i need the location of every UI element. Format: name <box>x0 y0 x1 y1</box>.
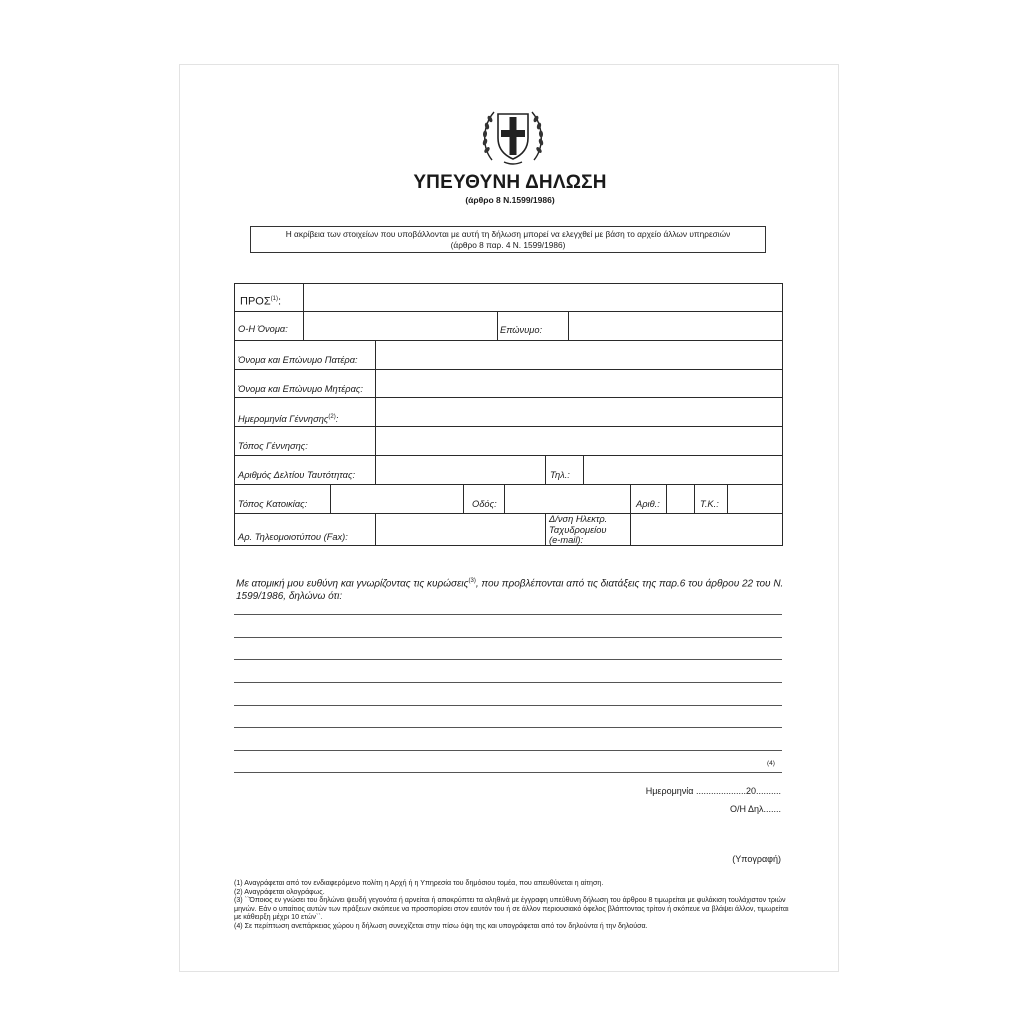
phone-label: Τηλ.: <box>550 470 570 480</box>
signer-field: Ο/Η Δηλ....... <box>729 804 781 814</box>
first-name-label: Ο-Η Όνομα: <box>238 324 288 334</box>
id-number-label: Αριθμός Δελτίου Ταυτότητας: <box>238 470 356 480</box>
birth-place-label: Τόπος Γέννησης: <box>238 441 308 451</box>
mother-name-label: Όνομα και Επώνυμο Μητέρας: <box>238 384 364 394</box>
footnote: (2) Αναγράφεται ολογράφως. <box>234 887 325 896</box>
notice-law-reference: (άρθρο 8 παρ. 4 Ν. 1599/1986) <box>450 239 566 250</box>
street-label: Οδός: <box>472 499 497 509</box>
number-label: Αριθ.: <box>636 499 660 509</box>
signature-caption: (Υπογραφή) <box>732 854 781 864</box>
footnote: (4) Σε περίπτωση ανεπάρκειας χώρου η δήλωση συνεχίζεται στην πίσω όψη της και υπογράφεται από τον δηλούντα ή την δηλούσα. <box>234 921 648 930</box>
footnotes <box>234 879 794 931</box>
date-field: Ημερομηνία ....................20.......... <box>645 786 781 796</box>
to-label: ΠΡΟΣ$^{(1)}$: <box>240 295 282 308</box>
surname-label: Επώνυμο: <box>500 325 543 335</box>
father-name-label: Όνομα και Επώνυμο Πατέρα: <box>238 355 358 365</box>
footnote: (3) ``Όποιος εν γνώσει του δηλώνει ψευδή γεγονότα ή αρνείται ή αποκρύπτει τα αληθινά με έγγραφη υπεύθυνη δήλωση του άρθρου 8 τιμωρείται με φυλάκιση τουλάχιστον τριών μηνών. Εάν ο υπαίτιος αυτών των πράξεων σκόπευε να προσπορίσει στον εαυτόν του ή σε άλλον περιουσιακό όφελος βλάπτοντας τρίτον ή σκόπευε να βλάψει άλλον, τιμωρείται με κάθειρξη μέχρι 10 ετών``. <box>234 896 789 922</box>
postcode-label: Τ.Κ.: <box>700 499 719 509</box>
document-title: ΥΠΕΥΘΥΝΗ ΔΗΛΩΣΗ <box>413 172 607 193</box>
footnote-4-marker: (4) <box>767 760 775 767</box>
footnote: (1) Αναγράφεται από τον ενδιαφερόμενο πολίτη η Αρχή ή η Υπηρεσία του δημόσιου τομέα, που απευθύνεται η αίτηση. <box>234 879 604 887</box>
fax-label: Αρ. Τηλεομοιοτύπου (Fax): <box>238 532 348 542</box>
notice-text: Η ακρίβεια των στοιχείων που υποβάλλονται με αυτή τη δήλωση μπορεί να ελεγχθεί με βάση το αρχείο άλλων υπηρεσιών <box>285 229 731 239</box>
birth-date-label: Ημερομηνία Γέννησης$^{(2)}$: <box>238 414 339 425</box>
residence-label: Τόπος Κατοικίας: <box>238 499 308 509</box>
declaration-statement: Με ατομική μου ευθύνη και γνωρίζοντας τις κυρώσεις$^{(3)}$, που προβλέπονται από τις διατάξεις της παρ.6 του άρθρου 22 του Ν. 1599/1986, δηλώνω ότι: <box>236 578 784 603</box>
email-label: Δ/νση Ηλεκτρ. Ταχυδρομείου (e-mail): <box>549 514 608 545</box>
document-subtitle: (άρθρο 8 Ν.1599/1986) <box>465 195 555 205</box>
